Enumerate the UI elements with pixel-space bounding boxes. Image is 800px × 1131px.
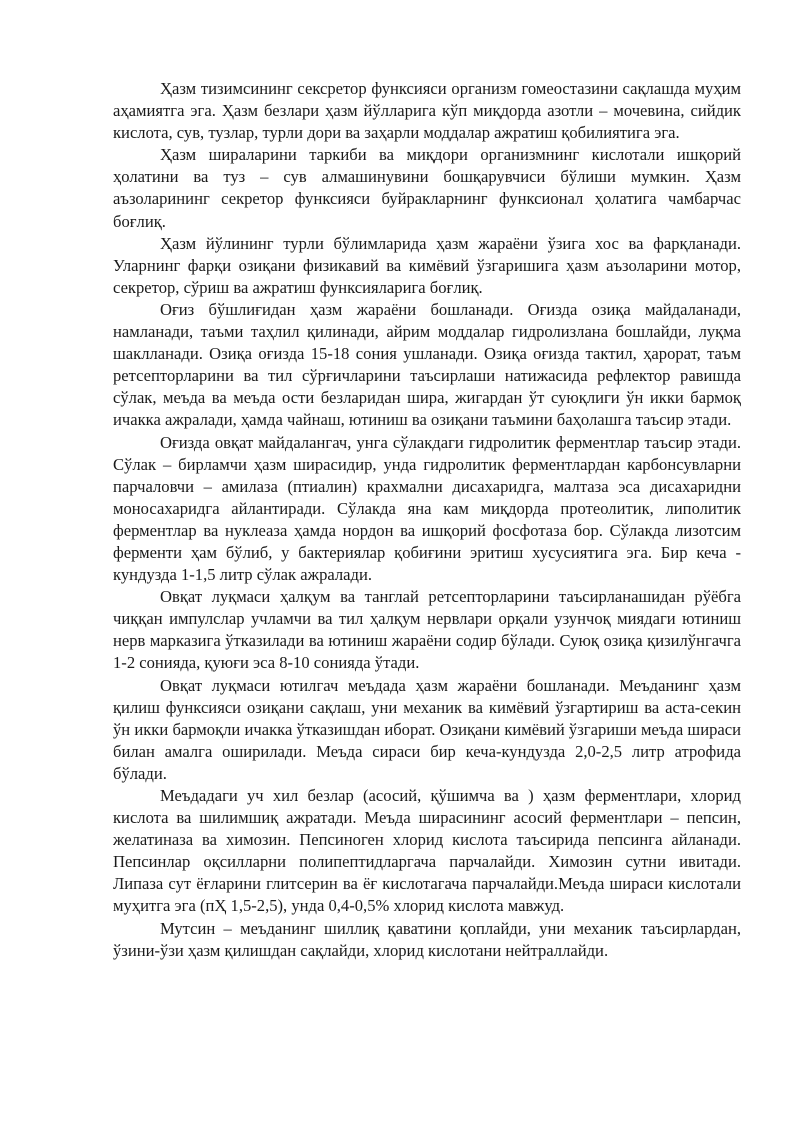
paragraph-4: Оғиз бўшлиғидан ҳазм жараёни бошланади. Оғизда озиқа майдаланади, намланади, таъми таҳлил қилинади, айрим моддалар гидролизлана бошлайди, луқма шаклланади. Озиқа оғизда 15-18 сония ушланади. Озиқа оғизда тактил, ҳарорат, таъм ретсепторларини ва тил сўрғичларини таъсирлаши натижасида рефлектор равишда сўлак, меъда ва меъда ости безларидан шира, жигардан ўт суюқлиги ўн икки бармоқ ичакка ажралади, ҳамда чайнаш, ютиниш ва озиқани таъмини баҳолашга таъсир этади. [113, 299, 741, 430]
paragraph-5: Оғизда овқат майдалангач, унга сўлакдаги гидролитик ферментлар таъсир этади. Сўлак – бирламчи ҳазм ширасидир, унда гидролитик ферментлардан карбонсувларни парчаловчи – амилаза (птиалин) крахмални дисахаридга, малтаза эса дисахаридни моносахаридга айлантиради. Сўлакда яна кам миқдорда протеолитик, липолитик ферментлар ва нуклеаза ҳамда нордон ва ишқорий фосфотаза бор. Сўлакда лизотсим ферменти ҳам бўлиб, у бактериялар қобиғини эритиш хусусиятига эга. Бир кеча - кундузда 1-1,5 литр сўлак ажралади. [113, 432, 741, 585]
document-body [113, 78, 741, 962]
paragraph-9: Мутсин – меъданинг шиллиқ қаватини қоплайди, уни механик таъсирлардан, ўзини-ўзи ҳазм қилишдан сақлайди, хлорид кислотани нейтраллайди. [113, 918, 741, 960]
paragraph-1: Ҳазм тизимсининг сексретор функсияси организм гомеостазини сақлашда муҳим аҳамиятга эга. Ҳазм безлари ҳазм йўлларига кўп миқдорда азотли – мочевина, сийдик кислота, сув, тузлар, турли дори ва заҳарли моддалар ажратиш қобилиятига эга. [113, 79, 741, 143]
paragraph-7: Овқат луқмаси ютилгач меъдада ҳазм жараёни бошланади. Меъданинг ҳазм қилиш функсияси озиқани сақлаш, уни механик ва кимёвий ўзгартириш ва аста-секин ўн икки бармоқли ичакка ўтказишдан иборат. Озиқани кимёвий ўзгариши меъда шираси билан амалга оширилади. Меъда сираси бир кеча-кундузда 2,0-2,5 литр атрофида бўлади. [113, 675, 741, 783]
paragraph-6: Овқат луқмаси ҳалқум ва танглай ретсепторларини таъсирланашидан рўёбга чиққан импулслар учламчи ва тил ҳалқум нервлари орқали узунчоқ миядаги ютиниш нерв марказига ўтказилади ва ютиниш жараёни содир бўлади. Суюқ озиқа қизилўнгачга 1-2 сонияда, қуюғи эса 8-10 сонияда ўтади. [113, 587, 741, 673]
paragraph-8: Меъдадаги уч хил безлар (асосий, қўшимча ва ) ҳазм ферментлари, хлорид кислота ва шилимшиқ ажратади. Меъда ширасининг асосий ферментлари – пепсин, желатиназа ва химозин. Пепсиноген хлорид кислота таъсирида пепсинга айланади. Пепсинлар оқсилларни полипептидларгача парчалайди. Химозин сутни ивитади. Липаза сут ёғларини глитсерин ва ёғ кислотагача парчалайди.Меъда шираси кислотали муҳитга эга (пҲ 1,5-2,5), унда 0,4-0,5% хлорид кислота мавжуд. [113, 786, 741, 916]
paragraph-3: Ҳазм йўлининг турли бўлимларида ҳазм жараёни ўзига хос ва фарқланади. Уларнинг фарқи озиқани физикавий ва кимёвий ўзгаришига ҳазм аъзоларини мотор, секретор, сўриш ва ажратиш функсияларига боғлиқ. [113, 233, 741, 297]
paragraph-2: Ҳазм шираларини таркиби ва миқдори организмнинг кислотали ишқорий ҳолатини ва туз – сув алмашинувини бошқарувчиси бўлиши мумкин. Ҳазм аъзоларининг секретор функсияси буйракларнинг функсионал ҳолатига чамбарчас боғлиқ. [113, 145, 741, 231]
